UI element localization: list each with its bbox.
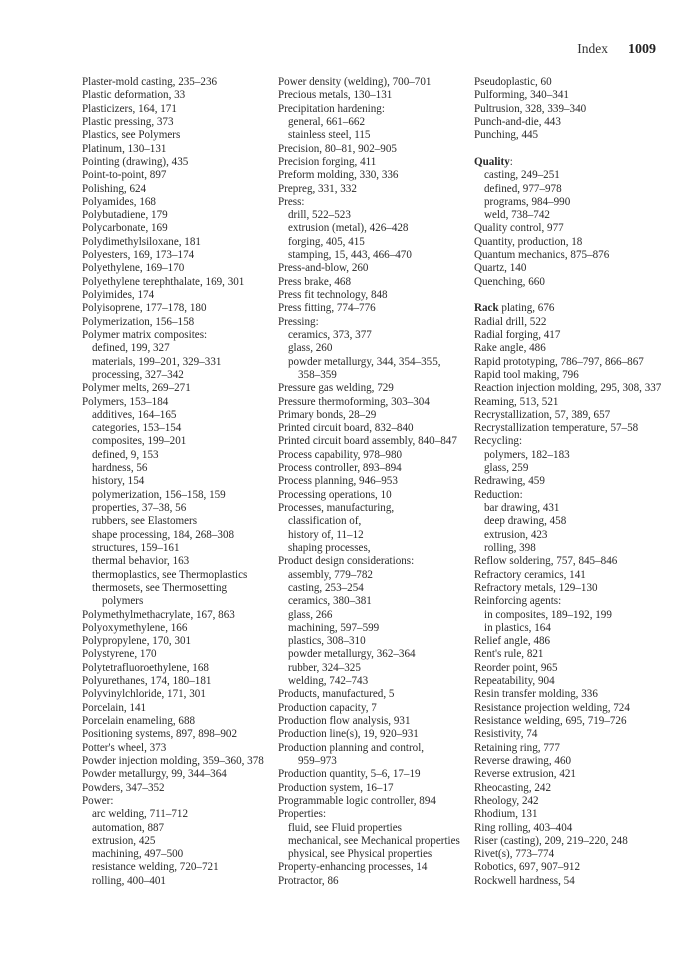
index-entry: Primary bonds, 28–29 (278, 408, 377, 421)
index-entry: Polydimethylsiloxane, 181 (82, 235, 201, 248)
index-entry: Robotics, 697, 907–912 (474, 861, 581, 874)
index-subentry: deep drawing, 458 (484, 515, 567, 528)
index-entry: Polypropylene, 170, 301 (82, 635, 192, 648)
index-subentry: in composites, 189–192, 199 (484, 608, 612, 621)
index-entry: Polyethylene, 169–170 (82, 262, 185, 275)
index-entry: Polycarbonate, 169 (82, 222, 168, 235)
index-entry: Reverse extrusion, 421 (474, 768, 576, 781)
index-entry: Quenching, 660 (474, 275, 545, 288)
index-entry: Rapid prototyping, 786–797, 866–867 (474, 355, 644, 368)
index-entry: Press: (278, 195, 305, 208)
index-subentry: composites, 199–201 (92, 435, 187, 448)
index-entry: Process capability, 978–980 (278, 448, 403, 461)
index-entry: Resistance welding, 695, 719–726 (474, 715, 627, 727)
index-subentry: assembly, 779–782 (288, 568, 373, 581)
index-subentry: extrusion, 423 (484, 528, 548, 541)
index-subentry: polymerization, 156–158, 159 (92, 488, 226, 501)
index-entry: Polyisoprene, 177–178, 180 (82, 302, 207, 315)
index-entry: Programmable logic controller, 894 (278, 794, 436, 807)
index-subentry: thermal behavior, 163 (92, 555, 190, 568)
index-entry: Punch-and-die, 443 (474, 115, 561, 128)
index-subentry: categories, 153–154 (92, 422, 182, 435)
index-subentry: additives, 164–165 (92, 408, 177, 421)
index-subentry: automation, 887 (92, 821, 165, 834)
index-subentry: rubbers, see Elastomers (92, 515, 198, 528)
index-entry: Redrawing, 459 (474, 475, 545, 488)
section-gap (474, 289, 661, 302)
index-subentry: machining, 497–500 (92, 848, 184, 861)
index-entry: Resistance projection welding, 724 (474, 701, 630, 714)
index-entry: Protractor, 86 (278, 874, 339, 887)
index-entry (474, 302, 661, 315)
index-subentry: arc welding, 711–712 (92, 808, 189, 821)
index-entry: Powder injection molding, 359–360, 378 (82, 754, 264, 767)
index-subentry: hardness, 56 (92, 462, 148, 475)
index-subentry: 959–973 (298, 754, 337, 767)
index-entry: Rhodium, 131 (474, 808, 538, 821)
index-subentry: powder metallurgy, 344, 354–355, (288, 355, 441, 368)
index-subentry: classification of, (288, 515, 362, 528)
index-subentry: casting, 253–254 (288, 581, 364, 594)
index-entry: Press fitting, 774–776 (278, 302, 376, 315)
index-entry: Plastics, see Polymers (82, 129, 181, 142)
index-subentry: stainless steel, 115 (288, 129, 371, 142)
index-subentry: extrusion (metal), 426–428 (288, 222, 409, 235)
index-entry: Reaming, 513, 521 (474, 395, 559, 408)
section-gap (474, 143, 661, 156)
index-entry: Repeatability, 904 (474, 675, 555, 688)
index-entry: Powders, 347–352 (82, 781, 165, 794)
index-subentry: ceramics, 380–381 (288, 595, 372, 608)
index-entry: Polyoxymethylene, 166 (82, 621, 188, 634)
index-entry: Platinum, 130–131 (82, 142, 167, 155)
index-entry: Porcelain enameling, 688 (82, 715, 196, 727)
index-subentry: glass, 259 (484, 462, 529, 475)
index-entry: Power: (82, 794, 114, 807)
index-entry: Precision, 80–81, 902–905 (278, 142, 397, 155)
index-entry: Refractory metals, 129–130 (474, 581, 598, 594)
index-subentry: machining, 597–599 (288, 621, 380, 634)
index-subentry: thermoplastics, see Thermoplastics (92, 568, 248, 581)
index-subentry: welding, 742–743 (288, 675, 369, 688)
index-subentry: glass, 266 (288, 608, 333, 621)
index-subentry: rolling, 398 (484, 541, 536, 554)
index-entry: Powder metallurgy, 99, 344–364 (82, 768, 227, 781)
index-entry: Pressure gas welding, 729 (278, 382, 394, 395)
index-entry: Potter's wheel, 373 (82, 741, 167, 754)
index-subentry: extrusion, 425 (92, 834, 156, 847)
index-entry: Production capacity, 7 (278, 701, 377, 714)
index-entry: Polystyrene, 170 (82, 648, 157, 661)
index-entry: Reflow soldering, 757, 845–846 (474, 555, 618, 568)
index-entry: Quantum mechanics, 875–876 (474, 249, 610, 262)
index-entry: Plasticizers, 164, 171 (82, 102, 177, 115)
index-entry: Processing operations, 10 (278, 488, 392, 501)
index-entry: Quartz, 140 (474, 262, 527, 275)
index-column-2 (278, 76, 460, 888)
index-entry: Reinforcing agents: (474, 595, 562, 608)
index-entry: Polyimides, 174 (82, 289, 155, 301)
index-entry: Polymerization, 156–158 (82, 315, 195, 328)
index-entry: Recycling: (474, 435, 523, 448)
index-entry: Process planning, 946–953 (278, 475, 398, 488)
index-subentry: forging, 405, 415 (288, 235, 365, 248)
index-subentry: polymers (102, 595, 144, 608)
index-entry: Pressure thermoforming, 303–304 (278, 395, 430, 408)
index-subentry: rubber, 324–325 (288, 661, 361, 674)
index-entry: Reverse drawing, 460 (474, 754, 572, 767)
index-entry: Pseudoplastic, 60 (474, 76, 552, 88)
index-entry: Precious metals, 130–131 (278, 89, 393, 102)
index-entry: Resin transfer molding, 336 (474, 688, 598, 701)
index-entry: Properties: (278, 808, 327, 821)
index-entry: Pulforming, 340–341 (474, 89, 569, 102)
index-entry: Production line(s), 19, 920–931 (278, 728, 419, 741)
entry-rest: : (509, 155, 513, 168)
index-entry: Polymethylmethacrylate, 167, 863 (82, 608, 235, 621)
index-subentry: weld, 738–742 (484, 209, 550, 222)
index-entry: Precision forging, 411 (278, 155, 377, 168)
index-entry: Property-enhancing processes, 14 (278, 861, 428, 874)
index-entry: Plastic pressing, 373 (82, 115, 174, 128)
index-entry: Punching, 445 (474, 129, 539, 142)
index-entry: Polymers, 153–184 (82, 395, 169, 408)
index-subentry: glass, 260 (288, 342, 333, 355)
index-entry: Ring rolling, 403–404 (474, 821, 573, 834)
index-subentry: rolling, 400–401 (92, 874, 166, 887)
index-entry: Printed circuit board assembly, 840–847 (278, 435, 457, 448)
index-entry: Porcelain, 141 (82, 701, 147, 714)
index-entry: Polyurethanes, 174, 180–181 (82, 675, 212, 688)
index-entry: Rake angle, 486 (474, 342, 546, 355)
index-subentry: structures, 159–161 (92, 541, 180, 554)
index-entry: Polyesters, 169, 173–174 (82, 249, 195, 262)
index-entry: Riser (casting), 209, 219–220, 248 (474, 834, 628, 847)
index-entry: Production quantity, 5–6, 17–19 (278, 768, 421, 781)
index-subentry: properties, 37–38, 56 (92, 502, 187, 514)
index-column-3 (474, 76, 661, 888)
index-entry: Quality control, 977 (474, 222, 564, 235)
index-subentry: physical, see Physical properties (288, 848, 433, 861)
index-entry: Polymer melts, 269–271 (82, 382, 191, 395)
index-subentry: shape processing, 184, 268–308 (92, 528, 235, 541)
index-subentry: defined, 977–978 (484, 182, 562, 195)
index-entry: Production planning and control, (278, 741, 425, 754)
index-entry: Product design considerations: (278, 555, 415, 568)
index-subentry: programs, 984–990 (484, 195, 571, 208)
index-entry: Radial drill, 522 (474, 315, 547, 328)
index-entry: Recrystallization, 57, 389, 657 (474, 408, 611, 421)
index-entry: Precipitation hardening: (278, 102, 385, 115)
index-entry: Rheocasting, 242 (474, 781, 552, 794)
section-letter-heading: Rack (474, 302, 499, 315)
index-entry (474, 156, 661, 169)
index-entry: Pultrusion, 328, 339–340 (474, 102, 587, 115)
index-entry: Production flow analysis, 931 (278, 715, 411, 727)
index-entry: Rheology, 242 (474, 794, 539, 807)
page-number: 1009 (628, 42, 656, 57)
index-entry: Pointing (drawing), 435 (82, 155, 189, 168)
index-subentry: general, 661–662 (288, 115, 366, 128)
entry-rest: plating, 676 (498, 302, 555, 315)
index-entry: Polyethylene terephthalate, 169, 301 (82, 275, 245, 288)
index-entry: Production system, 16–17 (278, 781, 394, 794)
index-subentry: history of, 11–12 (288, 528, 364, 541)
index-subentry: polymers, 182–183 (484, 448, 570, 461)
index-entry: Positioning systems, 897, 898–902 (82, 728, 238, 741)
index-entry: Products, manufactured, 5 (278, 688, 395, 701)
index-subentry: resistance welding, 720–721 (92, 861, 219, 874)
index-subentry: drill, 522–523 (288, 209, 351, 222)
index-entry: Polyvinylchloride, 171, 301 (82, 688, 206, 701)
index-entry: Point-to-point, 897 (82, 169, 167, 182)
index-subentry: ceramics, 373, 377 (288, 328, 372, 341)
index-subentry: mechanical, see Mechanical properties (288, 834, 460, 847)
index-entry: Press brake, 468 (278, 275, 352, 288)
index-subentry: stamping, 15, 443, 466–470 (288, 249, 412, 262)
index-entry: Quantity, production, 18 (474, 235, 583, 248)
section-title: Index (577, 41, 608, 56)
index-entry: Rapid tool making, 796 (474, 368, 579, 381)
index-subentry: history, 154 (92, 475, 145, 488)
index-entry: Printed circuit board, 832–840 (278, 422, 414, 435)
index-subentry: bar drawing, 431 (484, 502, 560, 514)
index-subentry: fluid, see Fluid properties (288, 821, 402, 834)
section-letter-heading: Quality (474, 155, 510, 168)
index-subentry: thermosets, see Thermosetting (92, 581, 228, 594)
index-entry: Polytetrafluoroethylene, 168 (82, 661, 209, 674)
index-subentry: 358–359 (298, 368, 337, 381)
index-entry: Press-and-blow, 260 (278, 262, 369, 275)
index-subentry: plastics, 308–310 (288, 635, 366, 648)
running-header (577, 41, 656, 58)
index-entry: Radial forging, 417 (474, 328, 561, 341)
index-entry: Relief angle, 486 (474, 635, 551, 648)
index-entry: Pressing: (278, 315, 319, 328)
index-entry: Press fit technology, 848 (278, 289, 388, 301)
index-entry: Retaining ring, 777 (474, 741, 560, 754)
index-subentry: in plastics, 164 (484, 621, 551, 634)
index-entry: Resistivity, 74 (474, 728, 538, 741)
index-subentry: defined, 9, 153 (92, 448, 159, 461)
index-entry: Recrystallization temperature, 57–58 (474, 422, 639, 435)
index-entry: Rivet(s), 773–774 (474, 848, 555, 861)
index-entry: Process controller, 893–894 (278, 462, 402, 475)
index-subentry: processing, 327–342 (92, 368, 184, 381)
index-entry: Polyamides, 168 (82, 195, 156, 208)
index-entry: Reorder point, 965 (474, 661, 558, 674)
index-entry: Power density (welding), 700–701 (278, 76, 432, 88)
index-column-1 (82, 76, 264, 888)
index-entry: Rent's rule, 821 (474, 648, 544, 661)
index-subentry: defined, 199, 327 (92, 342, 170, 355)
index-entry: Prepreg, 331, 332 (278, 182, 357, 195)
index-entry: Polishing, 624 (82, 182, 147, 195)
index-entry: Reduction: (474, 488, 523, 501)
index-entry: Rockwell hardness, 54 (474, 874, 575, 887)
index-entry: Polybutadiene, 179 (82, 209, 168, 222)
index-subentry: shaping processes, (288, 541, 371, 554)
index-subentry: powder metallurgy, 362–364 (288, 648, 416, 661)
index-entry: Plastic deformation, 33 (82, 89, 186, 102)
index-entry: Refractory ceramics, 141 (474, 568, 586, 581)
index-subentry: materials, 199–201, 329–331 (92, 355, 222, 368)
index-entry: Polymer matrix composites: (82, 328, 208, 341)
index-entry: Plaster-mold casting, 235–236 (82, 76, 218, 88)
index-subentry: casting, 249–251 (484, 169, 560, 182)
index-entry: Processes, manufacturing, (278, 502, 395, 514)
index-entry: Preform molding, 330, 336 (278, 169, 399, 182)
index-entry: Reaction injection molding, 295, 308, 337 (474, 382, 662, 395)
